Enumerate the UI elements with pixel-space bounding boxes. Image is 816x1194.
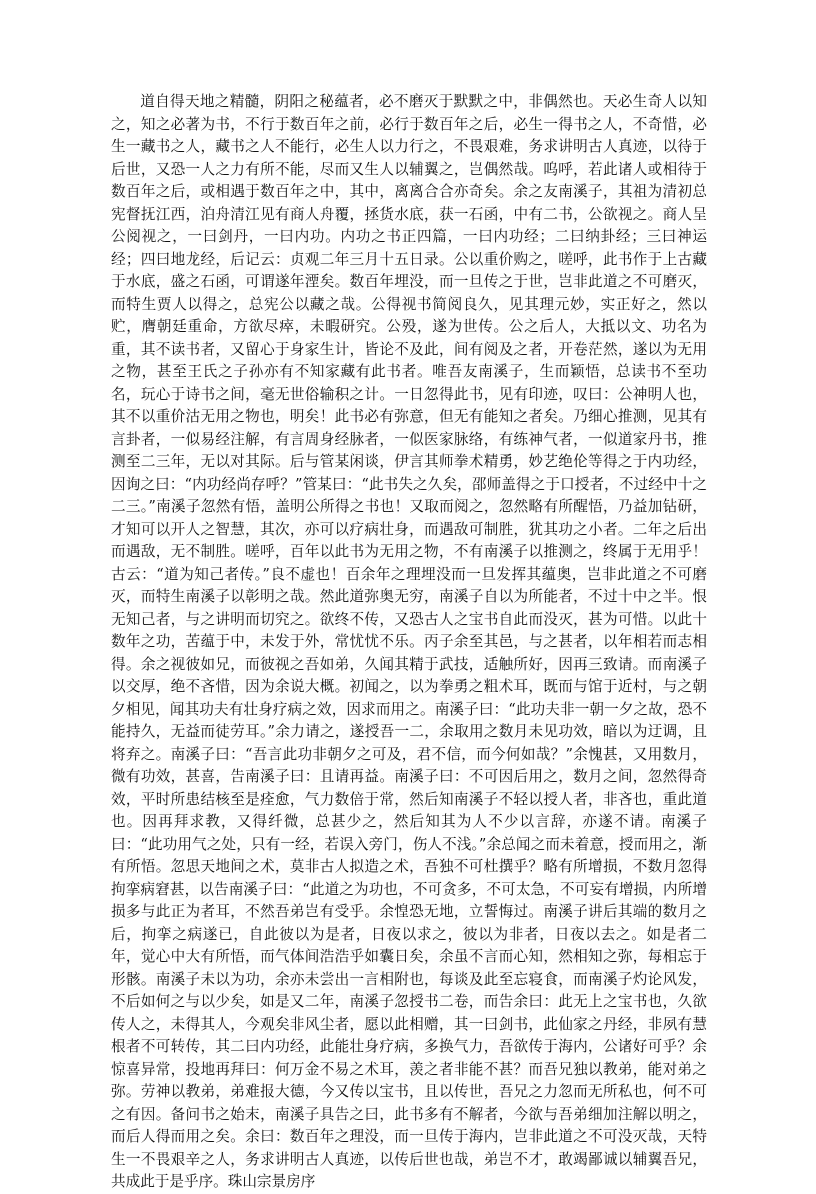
preface-paragraph: 道自得天地之精髓，阴阳之秘蕴者，必不磨灭于默默之中，非偶然也。天必生奇人以知之，知之必著为书，不行于数百年之前，必行于数百年之后，必生一得书之人，不奇惜，必生一藏书之人，藏书之人不能行，必生人以力行之，不畏艰难，务求讲明古人真迹，以待于后世，又恐一人之力有所不能，尽而又生人以辅翼之，岂偶然哉。呜呼，若此诸人或相待于数百年之后，或相遇于数百年之中，其中，离离合合亦奇矣。余之友南溪子，其祖为清初总宪督抚江西，泊舟清江见有商人舟覆，拯货水底，获一石函，中有二书，公欲视之。商人呈公阅视之，一曰剑丹，一曰内功。内功之书正四篇，一曰内功经；二曰纳卦经；三曰神运经；四曰地龙经，后记云：贞观二年三月十五日录。公以重价购之，嗟呼，此书作于上古藏于水底，盛之石函，可谓遂年湮矣。数百年埋没，而一旦传之于世，岂非此道之不可磨灭，而特生贾人以得之，总宪公以藏之哉。公得视书简阅良久，见其理元妙，实正好之，然以贮，膺朝廷重命，方欲尽瘁，未暇研究。公殁，遂为世传。公之后人，大抵以文、功名为重，其不读书者，又留心于身家生计，皆论不及此，间有阅及之者，开卷茫然，遂以为无用之物，甚至王氏之子孙亦有不知家藏有此书者。唯吾友南溪子，生而颖悟，总读书不至功名，玩心于诗书之间，毫无世俗输积之计。一日忽得此书，见有印迹，叹曰：公神明人也，其不以重价沽无用之物也，明矣！此书必有弥意，但无有能知之者矣。乃细心推测，见其有言卦者，一似易经注解，有言周身经脉者，一似医家脉络，有练神气者，一似道家丹书，推测至二三年，无以对其际。后与管某闲谈，伊言其师拳术精勇，妙艺绝伦等得之于内功经，因询之曰：“内功经尚存呼？”管某曰：“此书失之久矣，邵师盖得之于口授者，不过经中十之二三。”南溪子忽然有悟，盖明公所得之书也！又取而阅之，忽然略有所醒悟，乃益加钻研，才知可以开人之智慧，其次，亦可以疗病壮身，而遇敌可制胜，犹其功之小者。二年之后出而遇敌，无不制胜。嗟呼，百年以此书为无用之物，不有南溪子以推测之，终属于无用乎！古云：“道为知己者传。”良不虚也！百余年之理埋没而一旦发挥其蕴奥，岂非此道之不可磨灭，而特生南溪子以彰明之哉。然此道弥奥无穷，南溪子自以为所能者，不过十中之半。恨无知己者，与之讲明而切究之。欲终不传，又恐古人之宝书自此而没灭，甚为可惜。以此十数年之功，苦蕴于中，未发于外，常忧忧不乐。丙子余至其邑，与之甚者，以年相若而志相得。余之视彼如兄，而彼视之吾如弟，久闻其精于武技，适触所好，因再三致请。而南溪子以交厚，绝不吝惜，因为余说大概。初闻之，以为拳勇之粗术耳，既而与馆于近村，与之朝夕相见，闻其功夫有壮身疗病之效，因求而用之。南溪子曰：“此功夫非一朝一夕之故，恐不能持久，无益而徒劳耳。”余力请之，遂授吾一二，余取用之数月未见功效，暗以为迂调，且将弃之。南溪子曰：“吾言此功非朝夕之可及，君不信，而今何如哉？”余愧甚，又用数月，微有功效，甚喜，告南溪子曰：且请再益。南溪子曰：不可因后用之，数月之间，忽然得奇效，平时所患结核至是痊愈，气力数倍于常，然后知南溪子不轻以授人者，非吝也，重此道也。因再拜求教，又得纤微，总甚少之，然后知其为人不少以言辞，亦遂不请。南溪子曰：“此功用气之处，只有一经，若误入旁门，伤人不浅。”余总闻之而未着意，授而用之，渐有所悟。忽思天地间之术，莫非古人拟造之术，吾独不可杜撰乎？略有所增损，不数月忽得拘挛病窘甚，以告南溪子曰：“此道之为功也，不可贪多，不可太急，不可妄有增损，内所增损多与此正为者耳，不然吾弟岂有受乎。余惶恐无地，立誓悔过。南溪子讲后其端的数月之后，拘挛之病遂已，自此彼以为是者，日夜以求之，彼以为非者，日夜以去之。如是者二年，觉心中大有所悟，而气体间浩浩乎如囊日矣，余虽不言而心知，然相知之弥，每相忘于形骸。南溪子未以为功，余亦未尝出一言相附也，每谈及此至忘寝食，而南溪子灼论风发，不后如何之与以少矣，如是又二年，南溪子忽授书二卷，而告余曰：此无上之宝书也，久欲传人之，未得其人，今观矣非风尘者，愿以此相赠，其一曰剑书，此仙家之丹经，非夙有慧根者不可转传，其二曰内功经，此能壮身疗病，多换气力，吾欲传于海内，公诸好可乎？余惊喜异常，投地再拜曰：何万金不易之术耳，羡之者非能不甚？而吾兄独以教弟，能对弟之弥。劳神以教弟，弟难报大德，今又传以宝书，且以传世，吾兄之力忽而无所私也，何不可之有因。备问书之始末，南溪子具告之曰，此书多有不解者，今欲与吾弟细加注解以明之，而后人得而用之矣。余曰：数百年之理没，而一旦传于海内，岂非此道之不可没灭哉，天特生一不畏艰辛之人，务求讲明古人真迹，以传后世也哉，弟岂不才，敢竭鄙诚以辅翼吾兄，共成此于是乎序。珠山宗景房序	[111, 93, 707, 1190]
